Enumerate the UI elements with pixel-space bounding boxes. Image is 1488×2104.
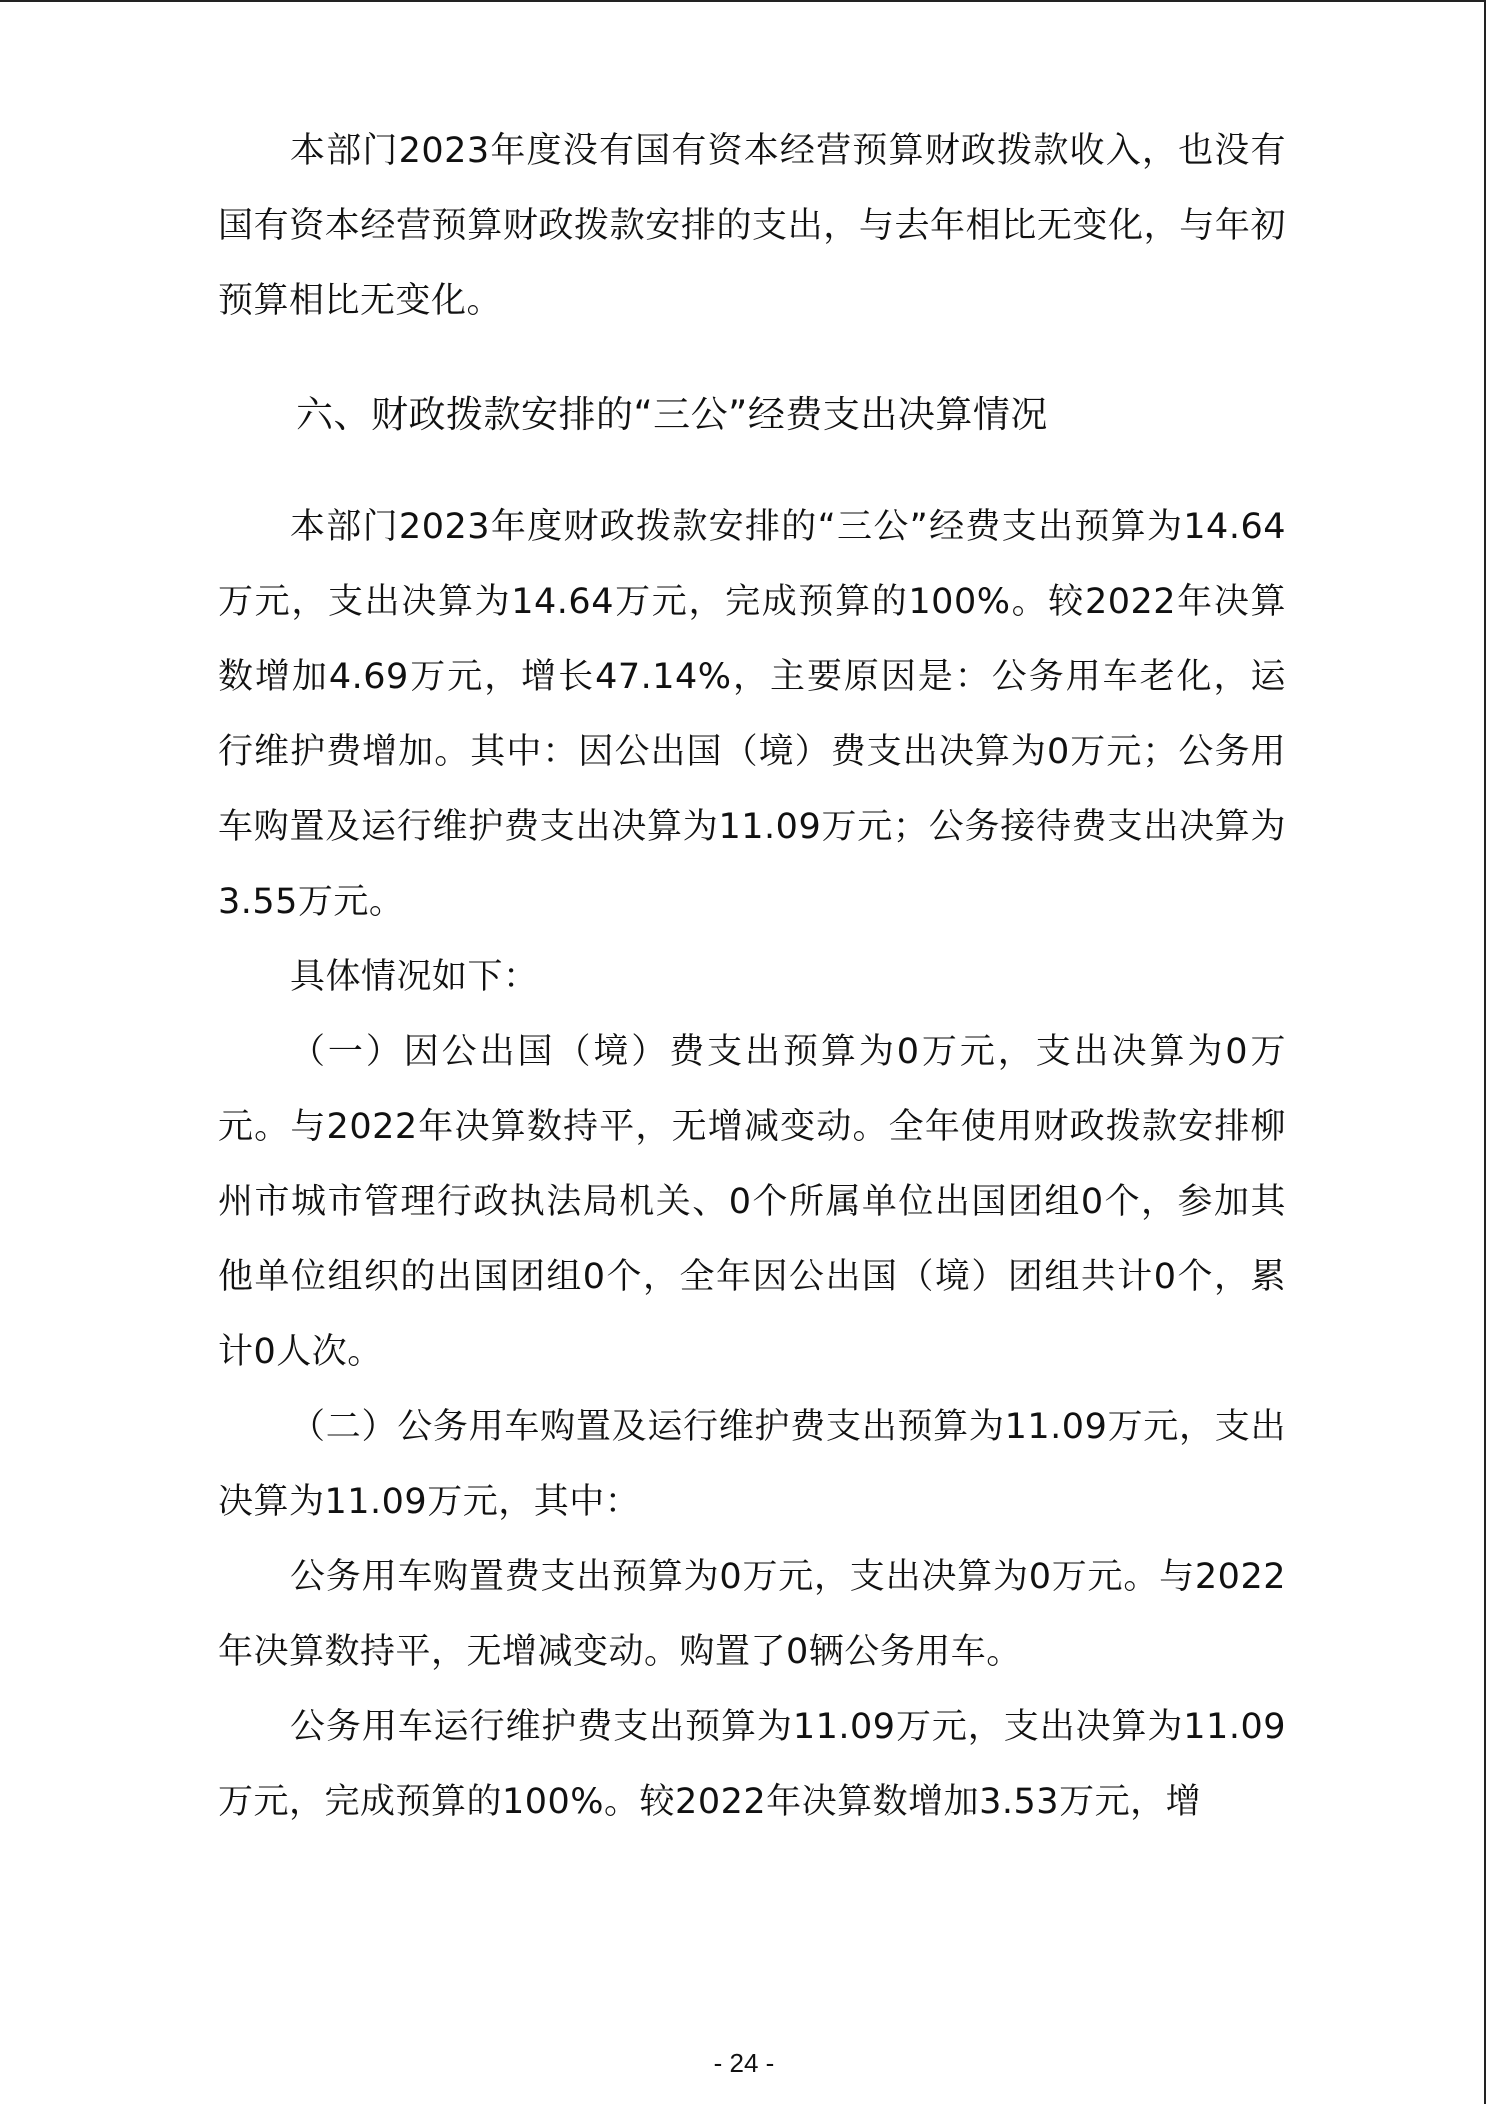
page-number: - 24 - (713, 2048, 775, 2078)
paragraph-state-capital-budget: 本部门2023年度没有国有资本经营预算财政拨款收入，也没有国有资本经营预算财政拨款安排的支出，与去年相比无变化，与年初预算相比无变化。 (218, 131, 1286, 321)
paragraph-overseas-travel: （一）因公出国（境）费支出预算为0万元，支出决算为0万元。与2022年决算数持平，无增减变动。全年使用财政拨款安排柳州市城市管理行政执法局机关、0个所属单位出国团组0个，参加其他单位组织的出国团组0个，全年因公出国（境）团组共计0个，累计0人次。 (218, 1032, 1286, 1372)
paragraph-vehicle-purchase: 公务用车购置费支出预算为0万元，支出决算为0万元。与2022年决算数持平，无增减变动。购置了0辆公务用车。 (218, 1557, 1286, 1672)
paragraph-details-intro: 具体情况如下： (290, 957, 539, 997)
document-body (218, 114, 1286, 1840)
paragraph-vehicle-maintenance: 公务用车运行维护费支出预算为11.09万元，支出决算为11.09万元，完成预算的100%。较2022年决算数增加3.53万元，增 (218, 1707, 1286, 1822)
section-heading-three-public-expenses: 六、财政拨款安排的“三公”经费支出决算情况 (296, 393, 1048, 436)
paragraph-vehicle-expenses: （二）公务用车购置及运行维护费支出预算为11.09万元，支出决算为11.09万元，其中： (218, 1407, 1286, 1522)
paragraph-three-public-summary: 本部门2023年度财政拨款安排的“三公”经费支出预算为14.64万元，支出决算为14.64万元，完成预算的100%。较2022年决算数增加4.69万元，增长47.14%，主要原因是：公务用车老化，运行维护费增加。其中：因公出国（境）费支出决算为0万元；公务用车购置及运行维护费支出决算为11.09万元；公务接待费支出决算为3.55万元。 (218, 507, 1286, 922)
